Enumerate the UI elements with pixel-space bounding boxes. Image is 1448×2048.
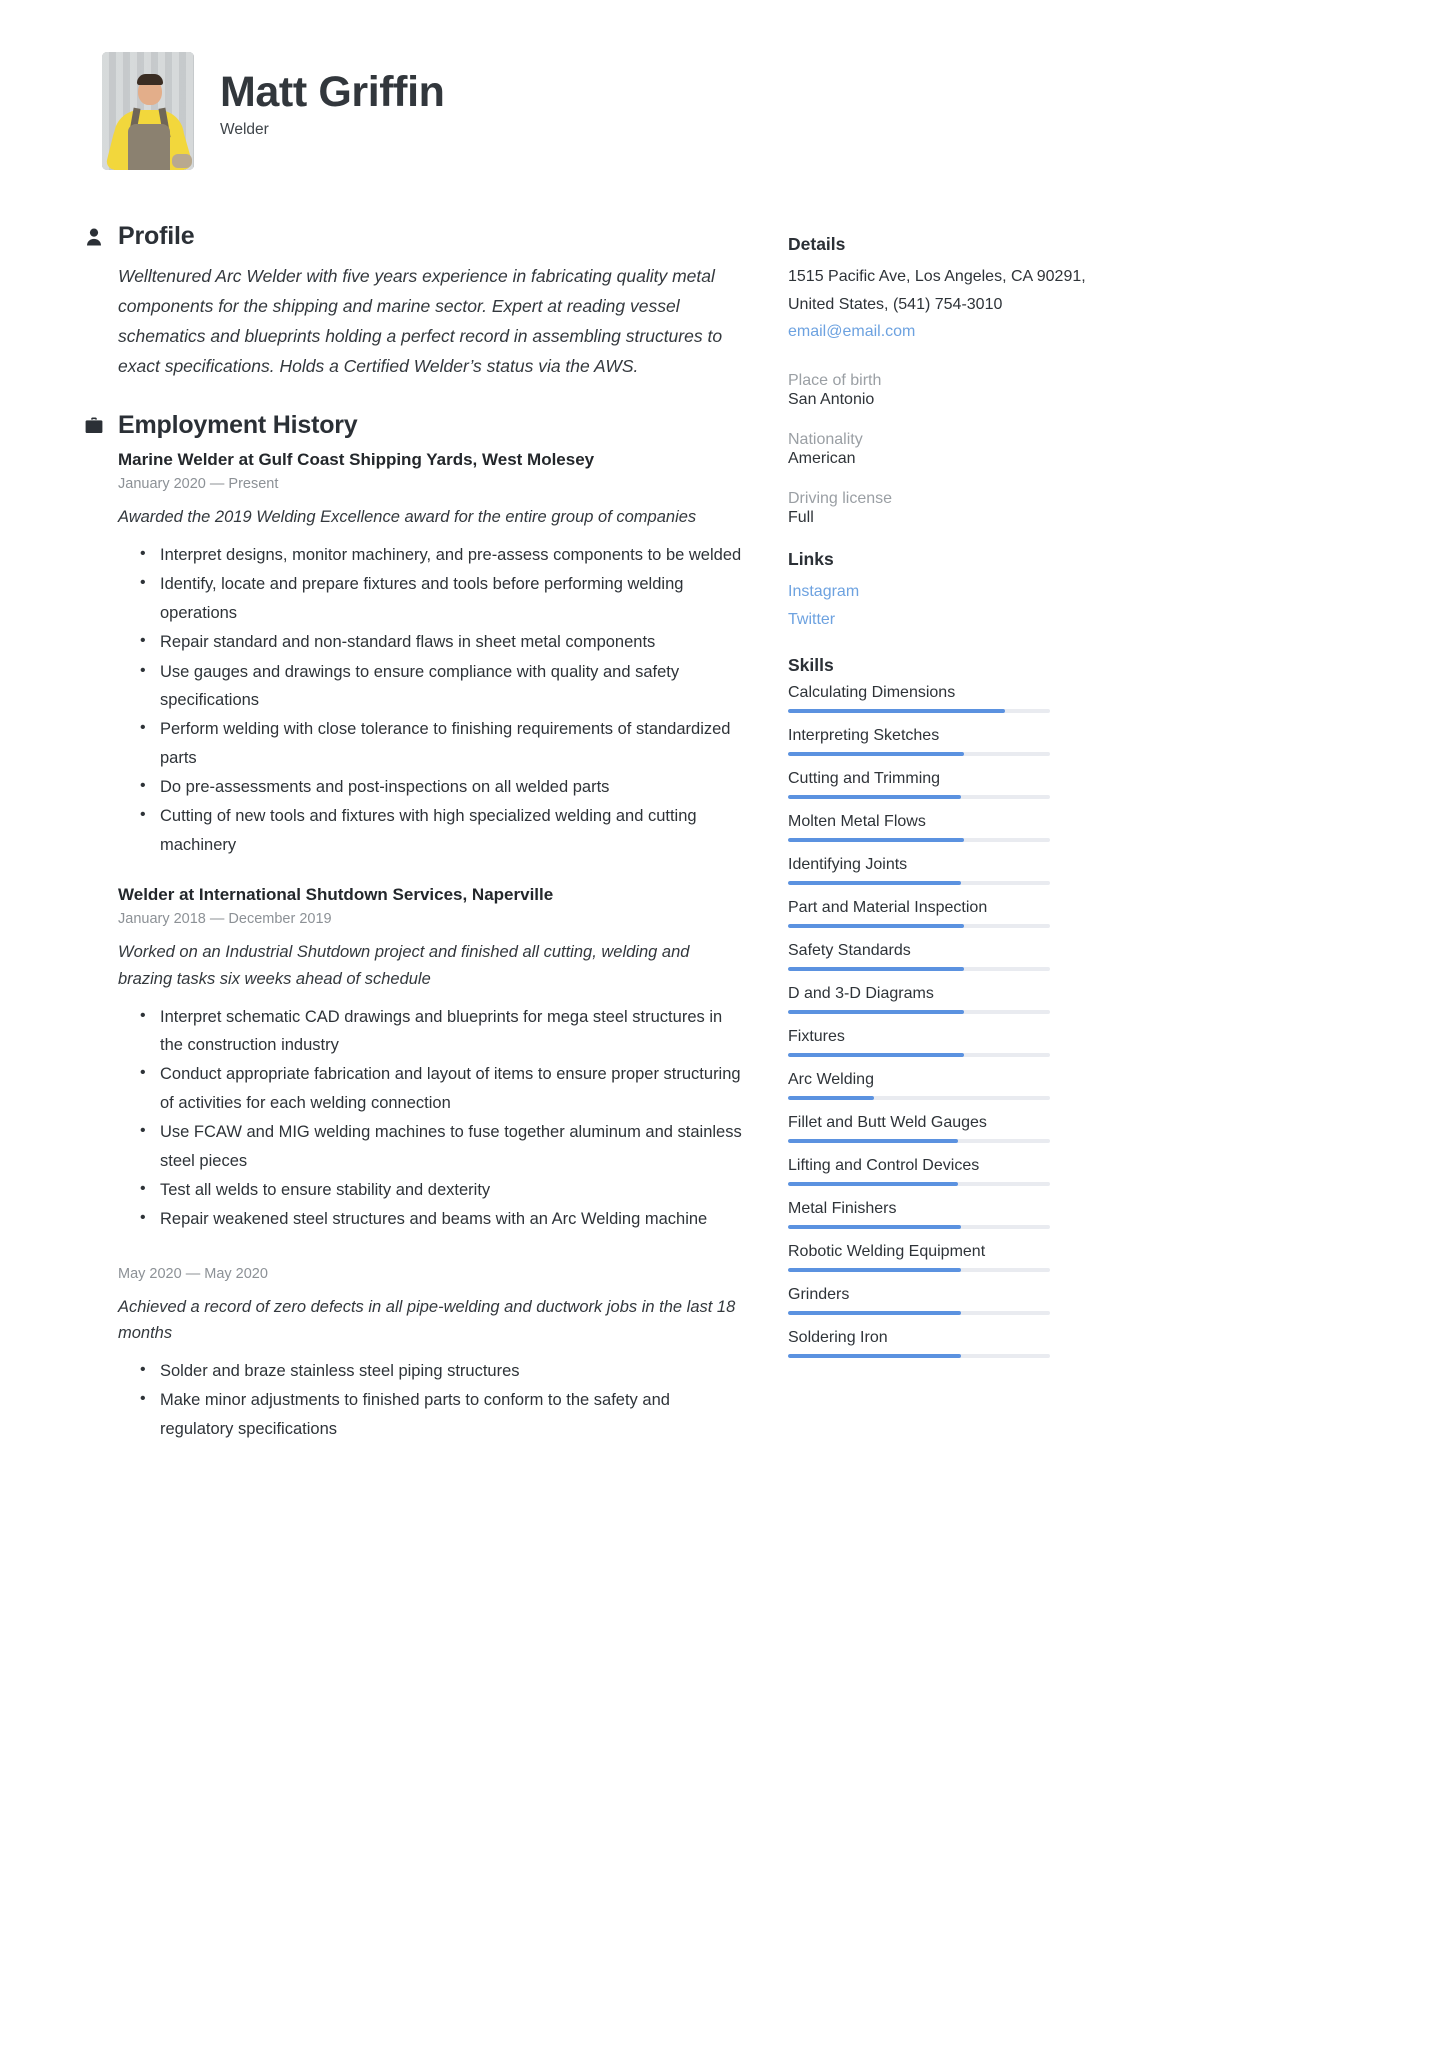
skill-label: Arc Welding (788, 1071, 874, 1089)
employment-title: Welder at International Shutdown Services, Naperville (118, 885, 554, 905)
employment-entry (118, 450, 746, 859)
avatar (102, 52, 194, 170)
address-text: 1515 Pacific Ave, Los Angeles, CA 90291, United States, (541) 754-3010 (788, 268, 1086, 313)
list-item: • Do pre-assessments and post-inspections on all welded parts (160, 773, 746, 801)
link-twitter[interactable]: Twitter (788, 610, 836, 628)
skill-level-track (788, 1096, 1050, 1100)
skill-level-fill (788, 1225, 961, 1229)
skill-label: Molten Metal Flows (788, 813, 926, 831)
page-title: Matt Griffin (220, 68, 445, 116)
skill-level-fill (788, 1139, 958, 1143)
skill-label: Grinders (788, 1286, 850, 1304)
skill-item (788, 856, 1133, 885)
list-item: • Interpret schematic CAD drawings and blueprints for mega steel structures in the construction industry (160, 1003, 746, 1060)
skill-label: Soldering Iron (788, 1329, 888, 1347)
skill-level-fill (788, 1354, 961, 1358)
employment-title: Marine Welder at Gulf Coast Shipping Yards, West Molesey (118, 450, 595, 470)
employment-entry (118, 1266, 746, 1444)
skill-level-fill (788, 1311, 961, 1315)
skill-level-track (788, 1354, 1050, 1358)
details-heading: Details (788, 234, 846, 254)
main-column (56, 222, 746, 1473)
avatar-apron (128, 124, 170, 170)
skill-level-track (788, 967, 1050, 971)
links-section (788, 549, 1133, 633)
skill-level-track (788, 924, 1050, 928)
skill-level-fill (788, 1182, 958, 1186)
detail-label: Place of birth (788, 372, 882, 390)
skill-item (788, 1157, 1133, 1186)
skill-level-fill (788, 1053, 964, 1057)
employment-date: January 2020 — Present (118, 476, 279, 493)
detail-label: Nationality (788, 431, 863, 449)
skill-label: Robotic Welding Equipment (788, 1243, 986, 1261)
skill-level-track (788, 881, 1050, 885)
skill-label: Metal Finishers (788, 1200, 897, 1218)
employment-heading-row (84, 411, 746, 440)
avatar-hair (137, 74, 163, 85)
skill-label: D and 3-D Diagrams (788, 985, 934, 1003)
skill-item (788, 1329, 1133, 1358)
profile-heading: Profile (118, 222, 195, 250)
skill-level-fill (788, 709, 1005, 713)
name-block (220, 52, 445, 139)
skill-label: Identifying Joints (788, 856, 908, 874)
skill-item (788, 985, 1133, 1014)
skill-item (788, 813, 1133, 842)
skill-level-fill (788, 838, 964, 842)
employment-bullets (118, 541, 746, 859)
detail-label: Driving license (788, 490, 893, 508)
person-icon (84, 226, 104, 248)
employment-description: Worked on an Industrial Shutdown project and finished all cutting, welding and brazing tasks six weeks ahead of schedule (118, 943, 690, 988)
skill-item (788, 727, 1133, 756)
skill-level-fill (788, 924, 964, 928)
skill-label: Cutting and Trimming (788, 770, 941, 788)
skill-level-track (788, 1182, 1050, 1186)
avatar-glove (172, 154, 192, 168)
detail-value: Full (788, 509, 814, 527)
skill-level-track (788, 838, 1050, 842)
email-link[interactable]: email@email.com (788, 323, 916, 341)
skills-heading: Skills (788, 655, 834, 676)
employment-description: Awarded the 2019 Welding Excellence award for the entire group of companies (118, 508, 697, 527)
skill-level-track (788, 1225, 1050, 1229)
detail-field (788, 490, 1133, 527)
job-role-subtitle: Welder (220, 121, 269, 139)
skill-item (788, 1286, 1133, 1315)
skill-label: Interpreting Sketches (788, 727, 940, 745)
links-heading: Links (788, 549, 834, 570)
skill-level-fill (788, 795, 961, 799)
list-item: • Use FCAW and MIG welding machines to fuse together aluminum and stainless steel pieces (160, 1118, 746, 1175)
skill-level-fill (788, 1096, 874, 1100)
employment-entry (118, 885, 746, 1233)
skill-item (788, 1071, 1133, 1100)
list-item: • Cutting of new tools and fixtures with high specialized welding and cutting machinery (160, 802, 746, 859)
list-item: • Repair weakened steel structures and beams with an Arc Welding machine (160, 1205, 746, 1233)
details-section (788, 234, 1133, 346)
skill-item (788, 942, 1133, 971)
detail-value: San Antonio (788, 391, 875, 409)
list-item: • Make minor adjustments to finished parts to conform to the safety and regulatory specifications (160, 1386, 746, 1443)
list-item: • Interpret designs, monitor machinery, and pre-assess components to be welded (160, 541, 746, 569)
skill-label: Safety Standards (788, 942, 911, 960)
list-item: • Conduct appropriate fabrication and layout of items to ensure proper structuring of activities for each welding connection (160, 1060, 746, 1117)
employment-bullets (118, 1357, 746, 1443)
skill-item (788, 1114, 1133, 1143)
profile-body (84, 261, 746, 381)
employment-heading: Employment History (118, 411, 358, 440)
skill-label: Fixtures (788, 1028, 845, 1046)
skill-level-track (788, 752, 1050, 756)
link-instagram[interactable]: Instagram (788, 583, 860, 601)
briefcase-icon (84, 415, 104, 437)
skill-level-fill (788, 1268, 961, 1272)
detail-field (788, 372, 1133, 409)
profile-heading-row (84, 222, 746, 251)
skill-level-fill (788, 881, 961, 885)
list-item: • Repair standard and non-standard flaws in sheet metal components (160, 628, 746, 656)
list-item: • Perform welding with close tolerance to finishing requirements of standardized parts (160, 715, 746, 772)
skill-label: Lifting and Control Devices (788, 1157, 980, 1175)
employment-section (84, 411, 746, 1443)
list-item: • Identify, locate and prepare fixtures and tools before performing welding operations (160, 570, 746, 627)
detail-field (788, 431, 1133, 468)
skill-level-track (788, 1010, 1050, 1014)
content-columns (56, 222, 1392, 1473)
skill-label: Part and Material Inspection (788, 899, 988, 917)
list-item: • Test all welds to ensure stability and dexterity (160, 1176, 746, 1204)
profile-section (84, 222, 746, 381)
skill-level-fill (788, 1010, 964, 1014)
skill-item (788, 1200, 1133, 1229)
skill-item (788, 899, 1133, 928)
skill-item (788, 684, 1133, 713)
skill-item (788, 1028, 1133, 1057)
skill-label: Calculating Dimensions (788, 684, 956, 702)
sidebar-column (788, 222, 1133, 1372)
skill-level-track (788, 1139, 1050, 1143)
employment-date: January 2018 — December 2019 (118, 911, 332, 928)
detail-value: American (788, 450, 856, 468)
skill-level-track (788, 709, 1050, 713)
employment-description: Achieved a record of zero defects in all pipe-welding and ductwork jobs in the last 18 months (118, 1297, 736, 1343)
list-item: • Solder and braze stainless steel piping structures (160, 1357, 746, 1385)
profile-text: Welltenured Arc Welder with five years experience in fabricating quality metal components for the shipping and marine sector. Expert at reading vessel schematics and blueprints holding a perfect record in assembling structures to exact specifications. Holds a Certified Welder’s status via the AWS. (118, 266, 723, 377)
employment-bullets (118, 1003, 746, 1234)
list-item: • Use gauges and drawings to ensure compliance with quality and safety specifications (160, 658, 746, 715)
skill-level-track (788, 795, 1050, 799)
skills-list (788, 684, 1133, 1358)
employment-body (84, 450, 746, 1443)
skill-item (788, 1243, 1133, 1272)
skill-level-fill (788, 967, 964, 971)
employment-date: May 2020 — May 2020 (118, 1265, 268, 1282)
resume-header (56, 52, 1392, 170)
skill-label: Fillet and Butt Weld Gauges (788, 1114, 987, 1132)
skill-level-fill (788, 752, 964, 756)
skill-level-track (788, 1311, 1050, 1315)
skills-section (788, 655, 1133, 1358)
skill-item (788, 770, 1133, 799)
skill-level-track (788, 1268, 1050, 1272)
skill-level-track (788, 1053, 1050, 1057)
